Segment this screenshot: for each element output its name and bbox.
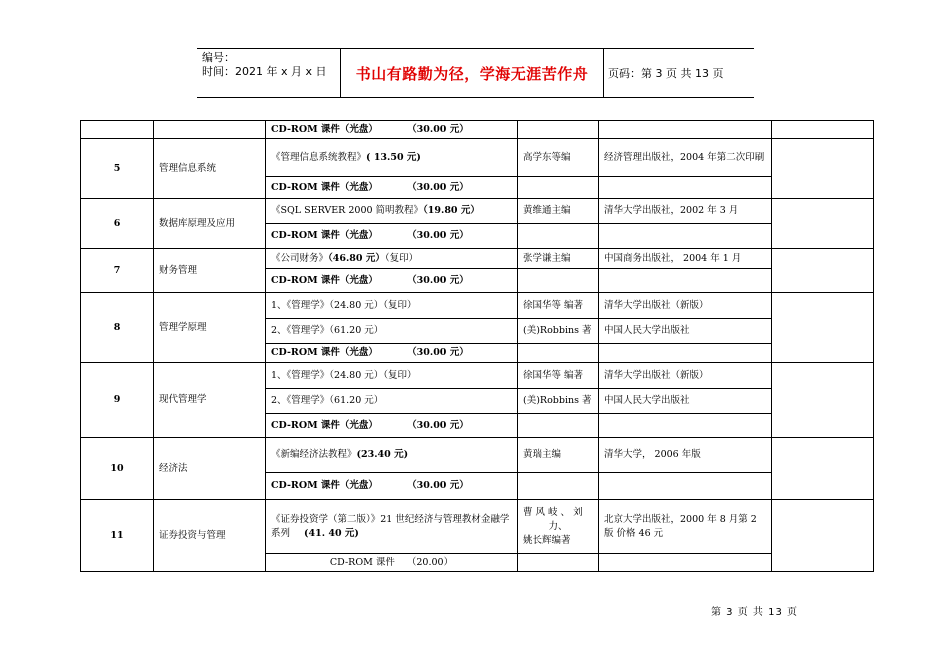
- cd-rom-cell: CD-ROM 课件（光盘） （30.00 元）: [266, 269, 518, 293]
- book-cell: 1、《管理学》（24.80 元）（复印）: [266, 293, 518, 319]
- book-cell: 1、《管理学》（24.80 元）（复印）: [266, 363, 518, 389]
- code-label: 编号：: [202, 51, 235, 64]
- author-cell: 黄维通主编: [518, 199, 599, 224]
- author-cell: 徐国华等 编著: [518, 363, 599, 389]
- publisher-cell: 经济管理出版社，2004 年第二次印刷: [599, 139, 772, 177]
- author-cell: 张学谦主编: [518, 249, 599, 269]
- author-cell: 高学东等编: [518, 139, 599, 177]
- page-footer: 第 3 页 共 13 页: [711, 607, 798, 618]
- textbook-table: [80, 120, 874, 572]
- table-row: [81, 139, 874, 177]
- row-number: 9: [81, 363, 154, 438]
- course-name: 管理学原理: [154, 293, 266, 363]
- row-number: 10: [81, 438, 154, 500]
- publisher-cell: 清华大学出版社（新版）: [599, 293, 772, 319]
- cd-rom-cell: CD-ROM 课件 （20.00）: [266, 554, 518, 572]
- cd-rom-cell: CD-ROM 课件（光盘） （30.00 元）: [266, 473, 518, 500]
- header-page-code: 页码：第 3 页 共 13 页: [608, 67, 724, 80]
- author-cell: (美)Robbins 著: [518, 389, 599, 414]
- publisher-cell: 中国商务出版社， 2004 年 1 月: [599, 249, 772, 269]
- row-number: 7: [81, 249, 154, 293]
- publisher-cell: 中国人民大学出版社: [599, 319, 772, 344]
- course-name: 经济法: [154, 438, 266, 500]
- row-number: 6: [81, 199, 154, 249]
- book-cell: 《管理信息系统教程》( 13.50 元): [266, 139, 518, 177]
- table-row: [81, 249, 874, 269]
- publisher-cell: 清华大学出版社，2002 年 3 月: [599, 199, 772, 224]
- publisher-cell: 清华大学出版社（新版）: [599, 363, 772, 389]
- publisher-cell: 北京大学出版社，2000 年 8 月第 2 版 价格 46 元: [599, 500, 772, 554]
- cd-rom-cell: CD-ROM 课件（光盘） （30.00 元）: [266, 344, 518, 363]
- table-row: [81, 363, 874, 389]
- publisher-cell: 中国人民大学出版社: [599, 389, 772, 414]
- time-label: 时间：2021 年 x 月 x 日: [202, 65, 327, 78]
- table-row: [81, 199, 874, 224]
- cd-rom-cell: CD-ROM 课件（光盘） （30.00 元）: [266, 224, 518, 249]
- course-name: 管理信息系统: [154, 139, 266, 199]
- course-name: 证券投资与管理: [154, 500, 266, 572]
- cd-rom-cell: CD-ROM 课件（光盘） （30.00 元）: [266, 414, 518, 438]
- book-cell: 《公司财务》（46.80 元）（复印）: [266, 249, 518, 269]
- course-name: 现代管理学: [154, 363, 266, 438]
- table-row: [81, 121, 874, 139]
- author-cell: 黄瑞主编: [518, 438, 599, 473]
- table-row: [81, 500, 874, 554]
- row-number: 8: [81, 293, 154, 363]
- author-cell: 曹 风 岐 、 刘 力、 姚长辉编著: [518, 500, 599, 554]
- book-cell: 《SQL SERVER 2000 简明教程》（19.80 元）: [266, 199, 518, 224]
- cd-rom-cell: CD-ROM 课件（光盘） （30.00 元）: [266, 177, 518, 199]
- header-motto: 书山有路勤为径，学海无涯苦作舟: [340, 49, 604, 97]
- publisher-cell: 清华大学， 2006 年版: [599, 438, 772, 473]
- page-header: [197, 48, 754, 98]
- course-name: 财务管理: [154, 249, 266, 293]
- table-row: [81, 293, 874, 319]
- row-number: 5: [81, 139, 154, 199]
- course-name: 数据库原理及应用: [154, 199, 266, 249]
- header-meta: [202, 51, 327, 79]
- book-cell: 《证券投资学（第二版）》21 世纪经济与管理教材金融学系列 (41. 40 元): [266, 500, 518, 554]
- book-cell: 2、《管理学》（61.20 元）: [266, 389, 518, 414]
- row-number: 11: [81, 500, 154, 572]
- table-row: [81, 438, 874, 473]
- author-cell: (美)Robbins 著: [518, 319, 599, 344]
- book-cell: 《新编经济法教程》(23.40 元): [266, 438, 518, 473]
- cd-rom-cell: CD-ROM 课件（光盘） （30.00 元）: [266, 121, 518, 139]
- book-cell: 2、《管理学》（61.20 元）: [266, 319, 518, 344]
- author-cell: 徐国华等 编著: [518, 293, 599, 319]
